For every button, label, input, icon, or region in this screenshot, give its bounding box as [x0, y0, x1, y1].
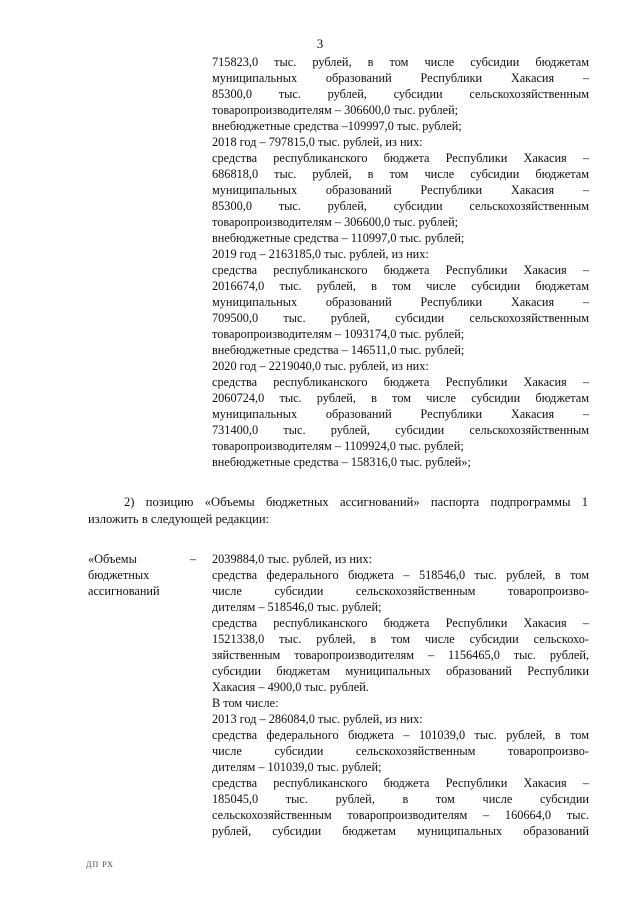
label-line: бюджетных — [88, 568, 150, 582]
text-line: дителям – 101039,0 тыс. рублей; — [212, 760, 382, 774]
text-line: внебюджетные средства – 110997,0 тыс. рублей; — [212, 231, 465, 245]
position-value-block — [212, 551, 589, 839]
text-line: средства федерального бюджета – 518546,0 тыс. рублей, в том — [212, 568, 589, 582]
text-line: 2013 год – 286084,0 тыс. рублей, из них: — [212, 712, 423, 726]
text-line: средства республиканского бюджета Республики Хакасия – — [212, 776, 589, 790]
text-line: сельскохозяйственным товаропроизводителям – 160664,0 тыс. — [212, 808, 589, 822]
text-line: числе субсидии сельскохозяйственным товаропроизво- — [212, 744, 589, 758]
text-line: муниципальных образований Республики Хакасия – — [212, 407, 589, 421]
footer-mark: ДП РХ — [86, 860, 114, 869]
text-line: рублей, субсидии бюджетам муниципальных образований — [212, 824, 589, 838]
text-line: 2019 год – 2163185,0 тыс. рублей, из них: — [212, 247, 429, 261]
text-line: внебюджетные средства –109997,0 тыс. рублей; — [212, 119, 462, 133]
text-line: зяйственным товаропроизводителям – 1156465,0 тыс. рублей, — [212, 648, 589, 662]
text-line: 85300,0 тыс. рублей, субсидии сельскохозяйственным — [212, 87, 589, 101]
text-line: средства республиканского бюджета Республики Хакасия – — [212, 263, 589, 277]
text-line: 715823,0 тыс. рублей, в том числе субсидии бюджетам — [212, 55, 589, 69]
text-line: товаропроизводителям – 1109924,0 тыс. рублей; — [212, 439, 464, 453]
text-line: 731400,0 тыс. рублей, субсидии сельскохозяйственным — [212, 423, 589, 437]
text-line: дителям – 518546,0 тыс. рублей; — [212, 600, 382, 614]
text-line: числе субсидии сельскохозяйственным товаропроизво- — [212, 584, 589, 598]
page-number: 3 — [316, 36, 324, 51]
label-line: «Объемы — [88, 552, 137, 566]
text-line: 709500,0 тыс. рублей, субсидии сельскохозяйственным — [212, 311, 589, 325]
text-line: средства республиканского бюджета Республики Хакасия – — [212, 375, 589, 389]
text-line: товаропроизводителям – 306600,0 тыс. рублей; — [212, 103, 459, 117]
text-line: товаропроизводителям – 1093174,0 тыс. рублей; — [212, 327, 465, 341]
text-line: внебюджетные средства – 158316,0 тыс. рублей»; — [212, 455, 471, 469]
text-line: 2018 год – 797815,0 тыс. рублей, из них: — [212, 135, 423, 149]
text-line: субсидии бюджетам муниципальных образований Республики — [212, 664, 589, 678]
paragraph-line-1: 2) позицию «Объемы бюджетных ассигнований» паспорта подпрограммы 1 — [124, 495, 588, 509]
text-line: 2020 год – 2219040,0 тыс. рублей, из них: — [212, 359, 429, 373]
text-line: 2039884,0 тыс. рублей, из них: — [212, 552, 373, 566]
text-line: средства республиканского бюджета Республики Хакасия – — [212, 616, 589, 630]
text-line: 1521338,0 тыс. рублей, в том числе субсидии сельскохо- — [212, 632, 589, 646]
text-line: муниципальных образований Республики Хакасия – — [212, 295, 589, 309]
text-line: средства республиканского бюджета Республики Хакасия – — [212, 151, 589, 165]
text-line: 686818,0 тыс. рублей, в том числе субсидии бюджетам — [212, 167, 589, 181]
label-dash: – — [190, 552, 197, 566]
text-line: муниципальных образований Республики Хакасия – — [212, 71, 589, 85]
text-line: муниципальных образований Республики Хакасия – — [212, 183, 589, 197]
text-line: 2016674,0 тыс. рублей, в том числе субсидии бюджетам — [212, 279, 589, 293]
position-label — [88, 551, 198, 599]
paragraph-line-2: изложить в следующей редакции: — [88, 512, 270, 526]
amendment-paragraph — [88, 494, 588, 528]
top-text-block — [212, 54, 589, 470]
label-line: ассигнований — [88, 584, 160, 598]
text-line: средства федерального бюджета – 101039,0 тыс. рублей, в том — [212, 728, 589, 742]
text-line: 85300,0 тыс. рублей, субсидии сельскохозяйственным — [212, 199, 589, 213]
text-line: внебюджетные средства – 146511,0 тыс. рублей; — [212, 343, 465, 357]
text-line: товаропроизводителям – 306600,0 тыс. рублей; — [212, 215, 459, 229]
text-line: 185045,0 тыс. рублей, в том числе субсидии — [212, 792, 589, 806]
text-line: 2060724,0 тыс. рублей, в том числе субсидии бюджетам — [212, 391, 589, 405]
text-line: В том числе: — [212, 696, 279, 710]
text-line: Хакасия – 4900,0 тыс. рублей. — [212, 680, 369, 694]
